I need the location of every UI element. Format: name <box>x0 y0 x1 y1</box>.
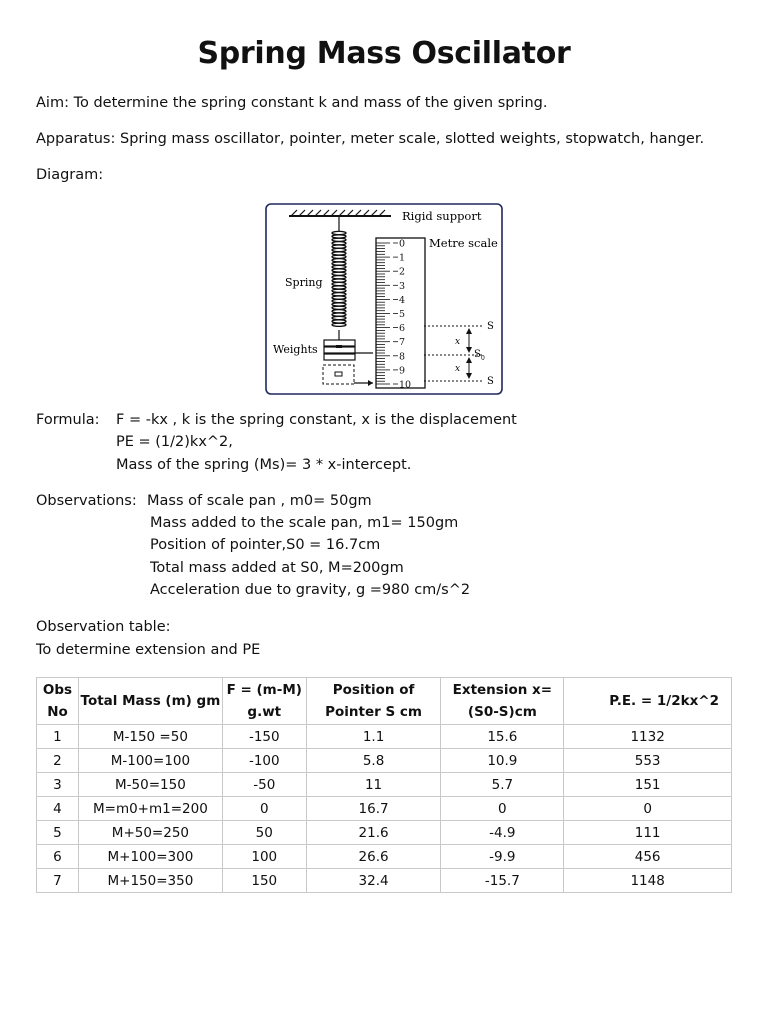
header-force: F = (m-M) g.wt <box>222 678 306 725</box>
s-label-lower: S <box>487 376 494 387</box>
x-label-lower: x <box>455 364 461 374</box>
spring-mass-diagram <box>265 203 503 395</box>
spring-coil <box>332 231 346 326</box>
table-row: 5 M+50=250 50 21.6 -4.9 111 <box>37 821 732 845</box>
formula-line-3: Mass of the spring (Ms)= 3 * x-intercept. <box>116 457 412 473</box>
apparatus-text: Apparatus: Spring mass oscillator, pointer, meter scale, slotted weights, stopwatch, hanger. <box>36 131 705 147</box>
header-pe: P.E. = 1/2kx^2 <box>564 678 732 725</box>
formula-line-1: F = -kx , k is the spring constant, x is the displacement <box>116 412 517 428</box>
scale-number: 6 <box>399 323 406 335</box>
scale-number: 4 <box>399 294 406 306</box>
observation-item: Mass added to the scale pan, m1= 150gm <box>150 515 459 531</box>
scale-number: 3 <box>399 280 406 292</box>
table-row: 2 M-100=100 -100 5.8 10.9 553 <box>37 749 732 773</box>
observation-item: Total mass added at S0, M=200gm <box>150 560 404 576</box>
observation-item: Mass of scale pan , m0= 50gm <box>147 493 372 509</box>
table-row: 4 M=m0+m1=200 0 16.7 0 0 <box>37 797 732 821</box>
aim-text: Aim: To determine the spring constant k and mass of the given spring. <box>36 95 548 111</box>
header-pointer-position: Position of Pointer S cm <box>306 678 441 725</box>
header-total-mass: Total Mass (m) gm <box>78 678 222 725</box>
table-title: Observation table: <box>36 619 171 635</box>
header-obs-no: Obs No <box>37 678 79 725</box>
header-extension: Extension x= (S0-S)cm <box>441 678 564 725</box>
table-row: 3 M-50=150 -50 11 5.7 151 <box>37 773 732 797</box>
s0-subscript: 0 <box>481 355 485 362</box>
table-row: 6 M+100=300 100 26.6 -9.9 456 <box>37 845 732 869</box>
page-title: Spring Mass Oscillator <box>197 36 571 71</box>
table-subtitle: To determine extension and PE <box>36 642 261 658</box>
metre-scale-label: Metre scale <box>429 236 498 250</box>
observation-item: Position of pointer,S0 = 16.7cm <box>150 537 381 553</box>
scale-number: 10 <box>399 379 412 391</box>
observation-table <box>36 677 732 893</box>
table-row: 7 M+150=350 150 32.4 -15.7 1148 <box>37 869 732 893</box>
scale-number: 8 <box>399 351 406 363</box>
formula-line-2: PE = (1/2)kx^2, <box>116 434 233 450</box>
scale-number: 2 <box>399 266 406 278</box>
scale-number: 5 <box>399 309 406 320</box>
rigid-support-label: Rigid support <box>402 209 482 223</box>
observations-label: Observations: <box>36 493 137 509</box>
scale-number: 0 <box>399 238 406 250</box>
weights-label: Weights <box>273 343 318 356</box>
diagram-label: Diagram: <box>36 167 104 183</box>
formula-label: Formula: <box>36 412 100 428</box>
x-label-upper: x <box>455 337 461 347</box>
scale-number: 7 <box>399 337 406 349</box>
weight-slot-bottom <box>324 354 355 360</box>
table-row: 1 M-150 =50 -150 1.1 15.6 1132 <box>37 725 732 749</box>
scale-number: 1 <box>399 252 406 264</box>
s-label-upper: S <box>487 321 494 332</box>
observation-item: Acceleration due to gravity, g =980 cm/s^2 <box>150 582 471 598</box>
scale-number: 9 <box>399 365 406 377</box>
table-header-row <box>37 678 732 725</box>
spring-label: Spring <box>285 276 323 289</box>
s0-label: S <box>474 349 481 360</box>
